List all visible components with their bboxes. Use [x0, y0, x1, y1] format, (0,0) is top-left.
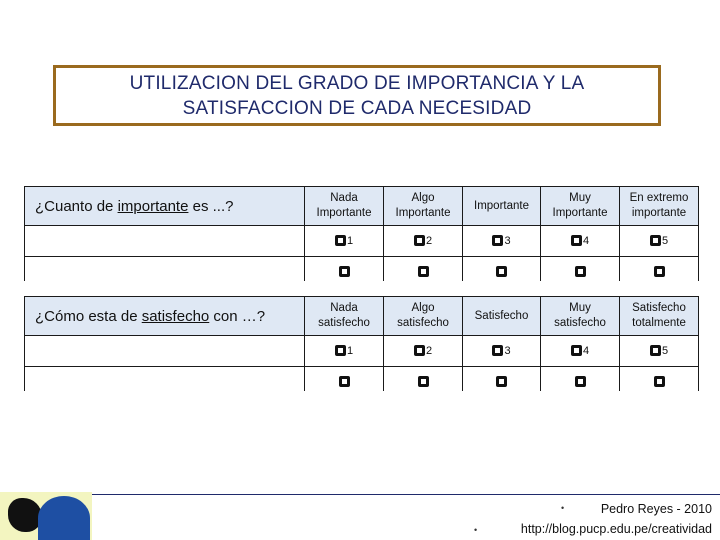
- checkbox-icon: [496, 376, 507, 387]
- satisfaction-answer-row: [25, 336, 699, 367]
- importance-option-2: Algo Importante: [384, 187, 463, 226]
- satisfaction-question: ¿Cómo esta de satisfecho con …?: [25, 297, 305, 336]
- satisfaction-option-5: Satisfecho totalmente: [620, 297, 699, 336]
- footer-bullet: •: [561, 503, 565, 513]
- checkbox-5[interactable]: [620, 367, 699, 392]
- checkbox-icon: [492, 235, 503, 246]
- checkbox-icon: [335, 235, 346, 246]
- satisfaction-option-1: Nada satisfecho: [305, 297, 384, 336]
- title-line-1: UTILIZACION DEL GRADO DE IMPORTANCIA Y LA: [129, 72, 585, 94]
- checkbox-icon: [492, 345, 503, 356]
- checkbox-icon: [414, 235, 425, 246]
- footer-bullet: •: [474, 525, 478, 535]
- checkbox-4[interactable]: 4: [541, 226, 620, 257]
- satisfaction-header-row: [25, 297, 699, 336]
- checkbox-3[interactable]: 3: [463, 226, 541, 257]
- checkbox-1[interactable]: 1: [305, 226, 384, 257]
- checkbox-2[interactable]: 2: [384, 336, 463, 367]
- footer-author: Pedro Reyes - 2010: [600, 502, 712, 516]
- checkbox-icon: [654, 376, 665, 387]
- satisfaction-option-2: Algo satisfecho: [384, 297, 463, 336]
- item-cell: [25, 367, 305, 392]
- checkbox-4[interactable]: [541, 367, 620, 392]
- importance-question: ¿Cuanto de importante es ...?: [25, 187, 305, 226]
- checkbox-3[interactable]: [463, 257, 541, 282]
- checkbox-2[interactable]: 2: [384, 226, 463, 257]
- importance-option-1: Nada Importante: [305, 187, 384, 226]
- checkbox-icon: [496, 266, 507, 277]
- footer-url[interactable]: http://blog.pucp.edu.pe/creatividad: [520, 522, 712, 536]
- checkbox-icon: [575, 376, 586, 387]
- logo-emblem-icon: [38, 496, 90, 540]
- checkbox-icon: [339, 376, 350, 387]
- checkbox-icon: [339, 266, 350, 277]
- slide-title-box: [53, 65, 661, 126]
- footer-divider: [92, 494, 720, 495]
- importance-table: [24, 186, 699, 281]
- checkbox-icon: [575, 266, 586, 277]
- checkbox-1[interactable]: [305, 257, 384, 282]
- checkbox-icon: [418, 376, 429, 387]
- item-cell: [25, 257, 305, 282]
- checkbox-1[interactable]: [305, 367, 384, 392]
- checkbox-icon: [650, 235, 661, 246]
- checkbox-2[interactable]: [384, 367, 463, 392]
- checkbox-3[interactable]: 3: [463, 336, 541, 367]
- checkbox-3[interactable]: [463, 367, 541, 392]
- checkbox-2[interactable]: [384, 257, 463, 282]
- checkbox-5[interactable]: 5: [620, 336, 699, 367]
- checkbox-4[interactable]: [541, 257, 620, 282]
- slide-title: [130, 71, 585, 121]
- importance-option-5: En extremo importante: [620, 187, 699, 226]
- logo-silhouette-icon: [8, 498, 42, 532]
- importance-option-4: Muy Importante: [541, 187, 620, 226]
- item-cell: [25, 226, 305, 257]
- satisfaction-table: [24, 296, 699, 391]
- importance-option-3: Importante: [463, 187, 541, 226]
- satisfaction-option-4: Muy satisfecho: [541, 297, 620, 336]
- satisfaction-answer-row-partial: [25, 367, 699, 392]
- checkbox-4[interactable]: 4: [541, 336, 620, 367]
- checkbox-1[interactable]: 1: [305, 336, 384, 367]
- checkbox-icon: [571, 235, 582, 246]
- importance-answer-row-partial: [25, 257, 699, 282]
- importance-header-row: [25, 187, 699, 226]
- checkbox-icon: [654, 266, 665, 277]
- checkbox-icon: [414, 345, 425, 356]
- checkbox-icon: [335, 345, 346, 356]
- checkbox-5[interactable]: 5: [620, 226, 699, 257]
- importance-answer-row: [25, 226, 699, 257]
- title-line-2: SATISFACCION DE CADA NECESIDAD: [182, 97, 532, 119]
- checkbox-5[interactable]: [620, 257, 699, 282]
- satisfaction-option-3: Satisfecho: [463, 297, 541, 336]
- checkbox-icon: [571, 345, 582, 356]
- item-cell: [25, 336, 305, 367]
- checkbox-icon: [650, 345, 661, 356]
- checkbox-icon: [418, 266, 429, 277]
